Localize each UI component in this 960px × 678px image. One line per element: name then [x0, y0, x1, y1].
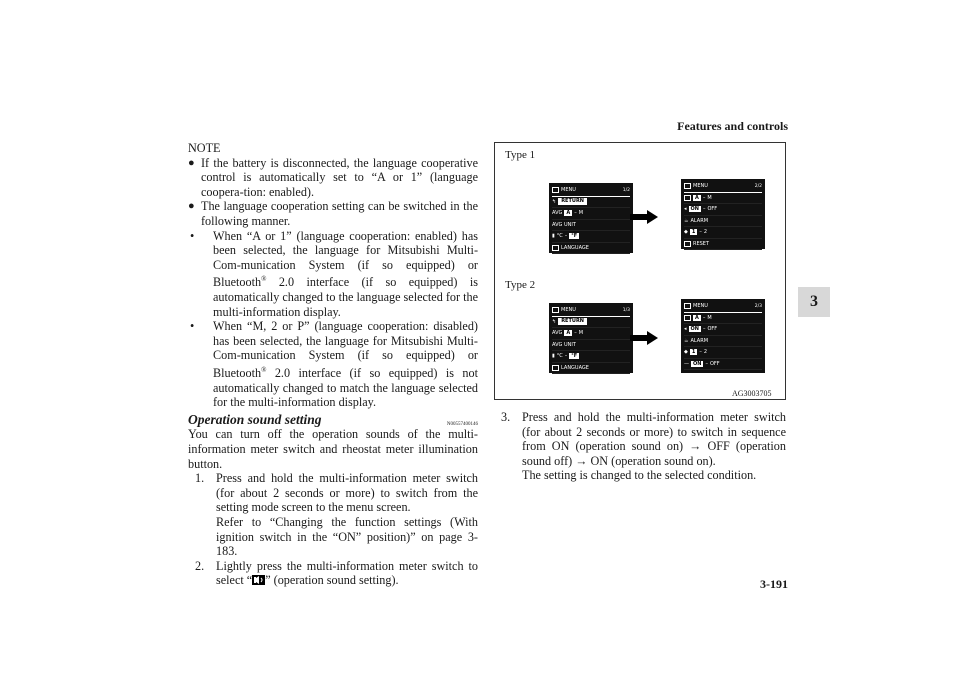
note-sub-item: • When “A or 1” (language cooperation: enabled) has been selected, the language for Mitsubishi Multi-Com-munication System (if so equipped) or Bluetooth® 2.0 interface (if so equipped) is automatically changed to the language selected for the multi-information display.	[190, 228, 478, 319]
sound-setting-icon	[252, 575, 265, 585]
alarm-icon: ☕	[684, 217, 689, 224]
page-number: 3-191	[760, 577, 788, 591]
bullet-icon: ●	[188, 156, 195, 169]
menu-icon	[552, 307, 559, 313]
illustration-box	[494, 142, 786, 400]
reset-icon	[684, 241, 691, 247]
type1-label: Type 1	[505, 149, 536, 161]
type2-label: Type 2	[505, 279, 536, 291]
language-icon	[552, 245, 559, 251]
chapter-tab: 3	[798, 287, 830, 317]
note-sub-item: • When “M, 2 or P” (language cooperation: disabled) has been selected, the language for Mitsubishi Multi-Com-munication System (if so equipped) or Bluetooth® 2.0 interface (if so equipped) is not automatically changed to match the language selected for the multi-information display.	[190, 319, 478, 410]
left-column	[188, 141, 478, 588]
menu-icon	[684, 183, 691, 189]
language-icon	[684, 315, 691, 321]
note-label: NOTE	[188, 141, 221, 155]
section-heading: Operation sound setting N00557400146	[188, 413, 478, 428]
right-column	[494, 410, 786, 483]
running-header: Features and controls	[677, 119, 788, 133]
right-arrow-icon	[630, 210, 658, 224]
type2-screen-2: MENU 2/3 A – M ◂ ON – OFF ☕ ALARM ◆ 1 – 2 — ON – OFF	[681, 299, 765, 373]
menu-icon	[552, 187, 559, 193]
note-bullet	[188, 199, 478, 228]
type1-screen-2: MENU 2/2 A – M ◂ ON – OFF ☕ ALARM ◆ 1 – 2 RESET	[681, 179, 765, 249]
wiper-icon: —	[684, 360, 689, 367]
speaker-icon: ◂	[684, 206, 687, 213]
intro-text: You can turn off the operation sounds of the multi-information meter switch and rheostat meter illumination button.	[188, 427, 478, 471]
bullet-icon: ●	[188, 200, 195, 213]
turn-signal-icon: ◆	[684, 349, 688, 356]
section-code: N00557400146	[446, 421, 478, 427]
note-bullet-text: The language cooperation setting can be switched in the following manner.	[201, 199, 478, 228]
speaker-icon: ◂	[684, 326, 687, 333]
note-bullet	[188, 156, 478, 200]
menu-icon	[684, 303, 691, 309]
thermometer-icon: ▮	[552, 353, 555, 360]
figure-code: AG3003705	[732, 389, 772, 398]
alarm-icon: ☕	[684, 337, 689, 344]
return-icon: ↰	[552, 318, 557, 325]
thermometer-icon: ▮	[552, 233, 555, 240]
language-icon	[552, 365, 559, 371]
step-1: 1. Press and hold the multi-information meter switch (for about 2 seconds or more) to switch from the setting mode screen to the menu screen. Refer to “Changing the function settings (With ignition switch in the “ON” position)” on page 3-183.	[195, 471, 478, 559]
turn-signal-icon: ◆	[684, 229, 688, 236]
language-icon	[684, 195, 691, 201]
step-3: 3. Press and hold the multi-information meter switch (for about 2 seconds or more) to switch in sequence from ON (operation sound on) → OFF (operation sound off) → ON (operation sound on). The setting is changed to the selected condition.	[501, 410, 786, 483]
step-2: 2. Lightly press the multi-information meter switch to select “ ” (operation sound setting).	[195, 558, 478, 588]
return-icon: ↰	[552, 198, 557, 205]
type1-screen-1: MENU 1/2 ↰ RETURN AVG A – M AVG UNIT ▮ °C – °F LANGUAGE	[549, 183, 633, 253]
type2-screen-1: MENU 1/3 ↰ RETURN AVG A – M AVG UNIT ▮ °C – °F LANGUAGE	[549, 303, 633, 373]
note-bullet-text: If the battery is disconnected, the language cooperative control is automatically set to “A or 1” (language coopera-tion: enabled).	[201, 155, 478, 199]
right-arrow-icon	[630, 331, 658, 345]
